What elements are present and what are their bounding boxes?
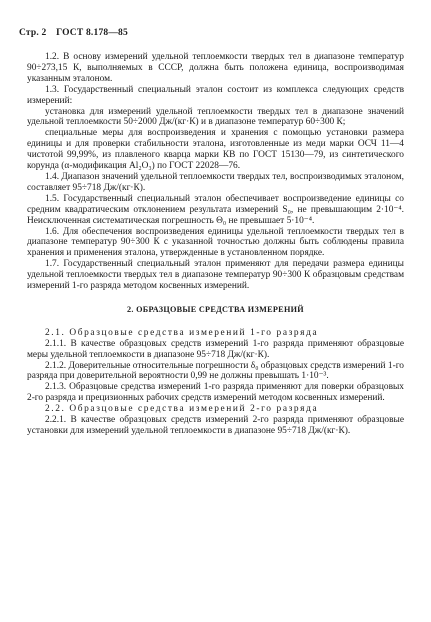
section-2: [27, 328, 404, 437]
paragraph: 1.5. Государственный специальный эталон обеспечивает воспроизведение единицы со средним квадратическим отклонением результата измерений S₀, не превышающим 2·10⁻⁴. Неисключенная систематическая погрешность Θ₀ не превышает 5·10⁻⁴.: [27, 193, 404, 226]
standard-number: ГОСТ 8.178—85: [56, 28, 128, 38]
paragraph: 1.7. Государственный специальный эталон применяют для передачи размера единицы удельной теплоемкости твердых тел в диапазоне температур 90÷300 К образцовым средствам измерений 1-го разряда методом косвенных измерений.: [27, 259, 404, 292]
page-header: [19, 28, 135, 38]
paragraph: установка для измерений удельной теплоемкости твердых тел в диапазоне значений удельной теплоемкости 50÷2000 Дж/(кг·К) и в диапазоне температур 60÷300 К;: [27, 106, 404, 128]
paragraph: специальные меры для воспроизведения и хранения с помощью установки размера единицы и для проверки стабильности эталона, изготовленные из меди марки ОСЧ 11—4 чистотой 99,99%, из плавленого кварца марки КВ по ГОСТ 15130—79, из синтетического корунда (α-модификация Al₂O₃) по ГОСТ 22028—76.: [27, 128, 404, 172]
section-1: [27, 52, 404, 292]
paragraph: 2.2.1. В качестве образцовых средств измерений 2-го разряда применяют образцовые установки для измерений удельной теплоемкости в диапазоне 95÷718 Дж/(кг·К).: [27, 415, 404, 436]
paragraph: 2.1.2. Доверительные относительные погрешности δ₀ образцовых средств измерений 1-го разряда при доверительной вероятности 0,99 не должны превышать 1·10⁻³.: [27, 360, 404, 382]
paragraph: 1.6. Для обеспечения воспроизведения единицы удельной теплоемкости твердых тел в диапазоне температур 90÷300 К с указанной точностью должны быть соблюдены правила хранения и применения эталона, утвержденные в установленном порядке.: [27, 226, 404, 259]
paragraph: 2.1.3. Образцовые средства измерений 1-го разряда применяют для поверки образцовых 2-го разряда и прецизионных рабочих средств измерений методом косвенных измерений.: [27, 382, 404, 404]
paragraph: 2.2. Образцовые средства измерений 2-го разряда: [45, 404, 319, 415]
paragraph: 1.3. Государственный специальный эталон состоит из комплекса следующих средств измерений:: [27, 84, 404, 106]
page-number: Стр. 2: [19, 28, 47, 38]
paragraph: 1.2. В основу измерений удельной теплоемкости твердых тел в диапазоне температур 90÷273,15 К, выполняемых в СССР, должна быть положена единица, воспроизводимая указанным эталоном.: [27, 52, 404, 84]
document-body: [27, 52, 404, 437]
section-heading: 2. ОБРАЗЦОВЫЕ СРЕДСТВА ИЗМЕРЕНИЙ: [127, 304, 304, 314]
paragraph: 2.1. Образцовые средства измерений 1-го разряда: [45, 327, 319, 338]
paragraph: 2.1.1. В качестве образцовых средств измерений 1-го разряда применяют образцовые меры удельной теплоемкости в диапазоне 95÷718 Дж/(кг·К).: [27, 338, 404, 360]
paragraph: 1.4. Диапазон значений удельной теплоемкости твердых тел, воспроизводимых эталоном, составляет 95÷718 Дж/(кг·К).: [27, 171, 404, 193]
